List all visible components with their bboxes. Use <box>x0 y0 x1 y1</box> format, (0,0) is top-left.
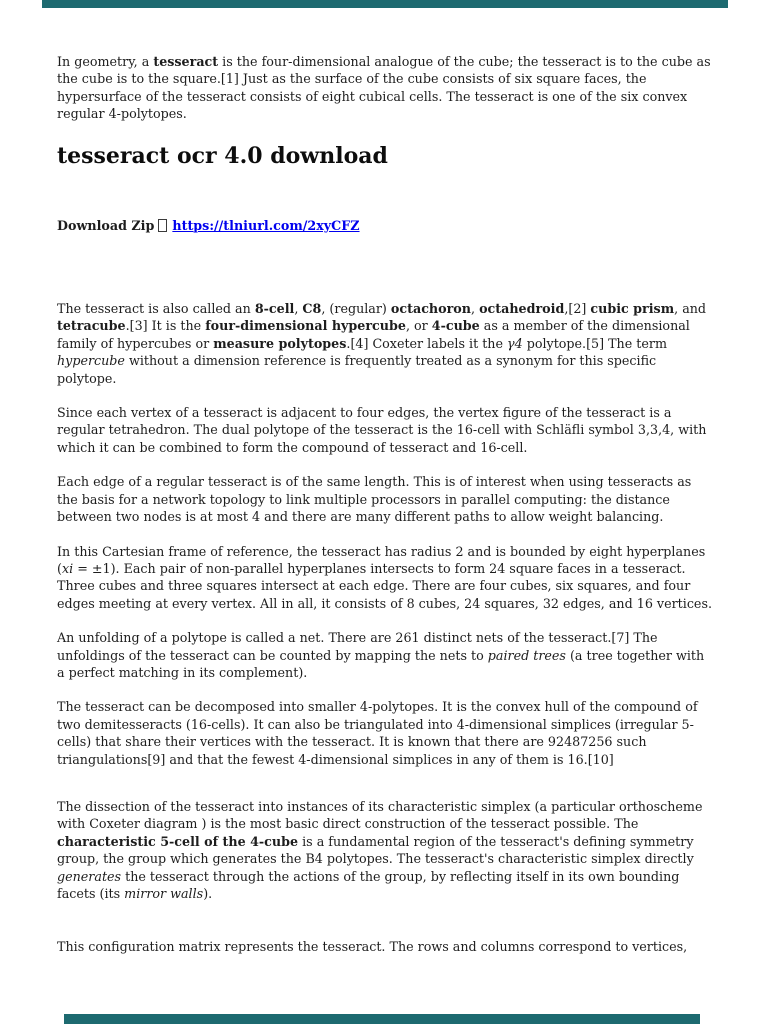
text-run: measure polytopes <box>213 335 347 351</box>
intro-paragraph <box>57 53 715 123</box>
text-run: This configuration matrix represents the tesseract. The rows and columns correspond to vertices, <box>57 939 688 955</box>
text-run: ). <box>203 886 213 901</box>
text-run: is the four-dimensional analogue of the cube; the tesseract is to the cube as the cube is to the square.[1] Just as the surface of the cube consists of six square faces, the hypersurface of the tesseract consists of eight cubical cells. The tesseract is one of the six convex regular 4-polytopes. <box>57 54 711 122</box>
paragraph <box>57 938 715 955</box>
text-run: as a member of the dimensional family of hypercubes or <box>57 318 690 351</box>
text-run: without a dimension reference is frequently treated as a synonym for this specific polytope. <box>57 353 657 386</box>
paragraph <box>57 300 715 387</box>
text-run: 4-cube <box>431 318 480 334</box>
text-run: 8-cell <box>254 301 295 317</box>
text-run: octahedroid <box>479 301 565 317</box>
text-run: .[3] It is the <box>125 318 206 334</box>
text-run: , (regular) <box>321 301 391 317</box>
text-run: polytope.[5] The term <box>522 335 667 351</box>
text-run: , or <box>405 318 432 334</box>
text-run: = ±1). Each pair of non-parallel hyperplanes intersects to form 24 square faces in a tesseract. Three cubes and three squares intersect at each edge. There are four cubes, six squares, and four edges meeting at every vertex. All in all, it consists of 8 cubes, 24 squares, 32 edges, and 16 vertices. <box>57 560 712 611</box>
text-run: , <box>294 301 303 317</box>
paragraph <box>57 798 715 902</box>
article-body <box>57 300 715 956</box>
paragraph <box>57 543 715 613</box>
text-run: the tesseract through the actions of the group, by reflecting itself in its own bounding facets (its <box>57 868 680 901</box>
text-run: four-dimensional hypercube <box>205 318 406 334</box>
text-run: octachoron <box>390 301 471 317</box>
text-run: In this Cartesian frame of reference, the tesseract has radius 2 and is bounded by eight hyperplanes ( <box>57 543 706 576</box>
paragraph <box>57 404 715 456</box>
missing-glyph-icon <box>158 219 167 232</box>
text-run: xi <box>61 560 74 576</box>
text-run: γ4 <box>507 335 523 351</box>
text-run: characteristic 5-cell of the 4-cube <box>57 833 299 849</box>
text-run: An unfolding of a polytope is called a net. There are 261 distinct nets of the tesseract.[7] The unfoldings of the tesseract can be counted by mapping the nets to <box>57 630 658 663</box>
text-run: paired trees <box>487 647 566 663</box>
text-run: .[4] Coxeter labels it the <box>346 335 508 351</box>
page-title: tesseract ocr 4.0 download <box>57 142 388 169</box>
text-run: (a tree together with a perfect matching in its complement). <box>57 647 705 680</box>
download-label: Download Zip <box>57 217 155 233</box>
paragraph <box>57 629 715 681</box>
text-run: The tesseract is also called an <box>57 301 255 317</box>
text-run: ,[2] <box>564 301 591 317</box>
paragraph <box>57 473 715 525</box>
text-run: The dissection of the tesseract into instances of its characteristic simplex (a particular orthoscheme with Coxeter diagram ) is the most basic direct construction of the tesseract possible. The <box>57 798 703 832</box>
article <box>57 0 715 973</box>
text-run: is a fundamental region of the tesseract's defining symmetry group, the group which generates the B4 polytopes. The tesseract's characteristic simplex directly <box>57 833 694 867</box>
text-run: , and <box>674 301 707 317</box>
text-run: cubic prism <box>590 301 675 317</box>
text-run: Each edge of a regular tesseract is of the same length. This is of interest when using tesseracts as the basis for a network topology to link multiple processors in parallel computing: the distance between two nodes is at most 4 and there are many different paths to allow weight balancing. <box>57 474 692 525</box>
text-run: generates <box>57 868 122 884</box>
text-run: The tesseract can be decomposed into smaller 4-polytopes. It is the convex hull of the compound of two demitesseracts (16-cells). It can also be triangulated into 4-dimensional simplices (irregular 5-cells) that share their vertices with the tesseract. It is known that there are 92487256 such triangulations[9] and that the fewest 4-dimensional simplices in any of them is 16.[10] <box>57 699 698 767</box>
text-run: hypercube <box>57 353 125 369</box>
text-run: In geometry, a <box>57 54 154 69</box>
text-run: Since each vertex of a tesseract is adjacent to four edges, the vertex figure of the tesseract is a regular tetrahedron. The dual polytope of the tesseract is the 16-cell with Schläfli symbol 3,3,4, with which it can be combined to form the compound of tesseract and 16-cell. <box>57 405 707 455</box>
download-line <box>57 217 715 234</box>
paragraph <box>57 698 715 768</box>
text-run: tetracube <box>57 318 126 334</box>
text-run: C8 <box>302 301 322 317</box>
text-run: , <box>470 301 480 317</box>
bottom-accent-bar <box>64 1014 700 1024</box>
download-link[interactable]: https://tlniurl.com/2xyCFZ <box>172 217 360 233</box>
text-run: mirror walls <box>124 886 204 901</box>
text-run: tesseract <box>153 54 219 69</box>
